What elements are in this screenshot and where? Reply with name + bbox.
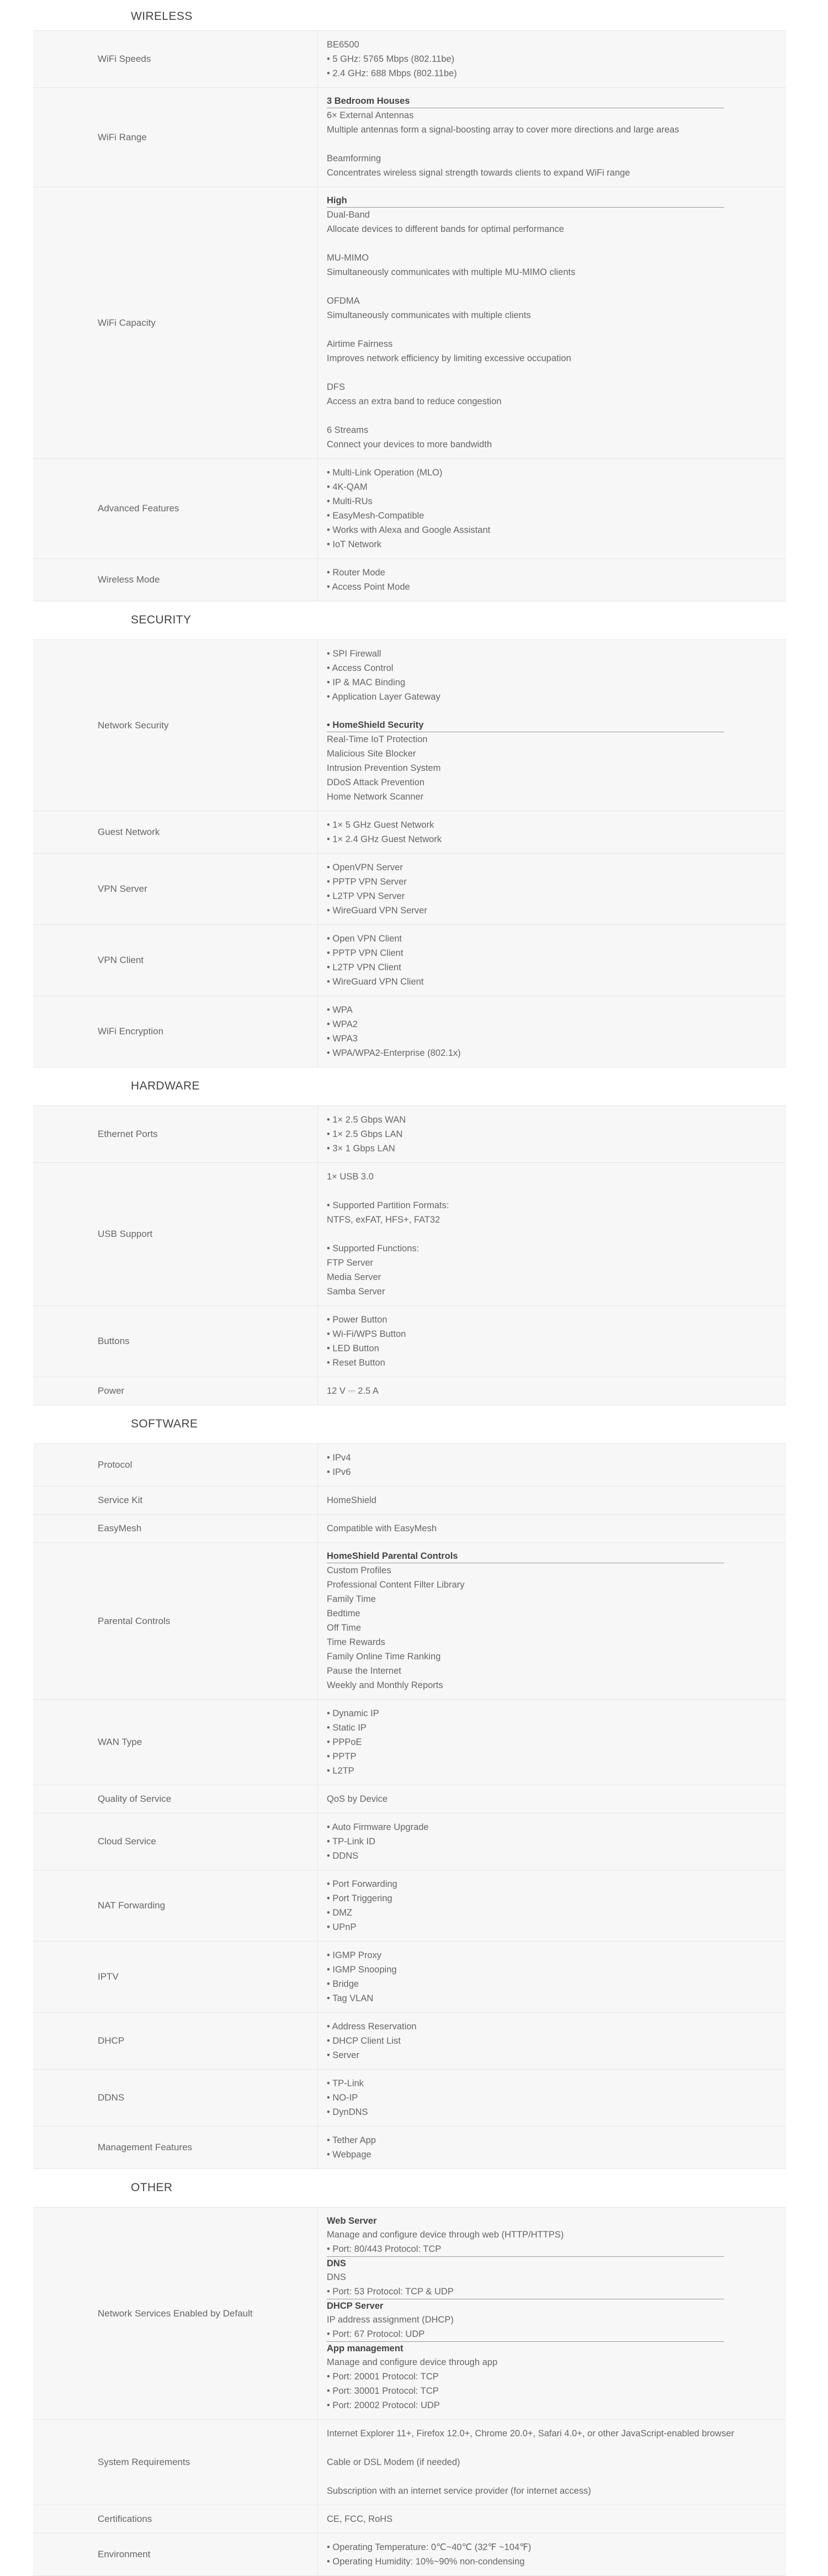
service-title: App management — [327, 2344, 404, 2353]
spec-line: Weekly and Monthly Reports — [327, 1680, 443, 1690]
spec-line: Off Time — [327, 1623, 362, 1633]
spec-row-usb-support — [33, 1163, 786, 1306]
spec-line: QoS by Device — [327, 1794, 388, 1804]
spec-line: • TP-Link ID — [327, 1837, 375, 1847]
spec-label: NAT Forwarding — [33, 1870, 318, 1941]
spec-value — [318, 559, 786, 601]
spec-label: System Requirements — [33, 2420, 318, 2505]
spec-line: Real-Time IoT Protection — [327, 734, 428, 744]
spec-value — [318, 996, 786, 1067]
spec-line: Cable or DSL Modem (if needed) — [327, 2457, 460, 2467]
spec-line: • Multi-RUs — [327, 496, 373, 506]
spec-line: Samba Server — [327, 1287, 385, 1297]
spec-line: 6 Streams — [327, 425, 369, 435]
spec-line: • Multi-Link Operation (MLO) — [327, 468, 443, 478]
spec-row-ethernet-ports — [33, 1106, 786, 1163]
spec-value — [318, 1306, 786, 1377]
spec-line: • 1× 2.5 Gbps WAN — [327, 1115, 406, 1125]
spec-line: Simultaneously communicates with multiple clients — [327, 310, 531, 320]
spec-line: • DHCP Client List — [327, 2036, 401, 2046]
spec-line: Multiple antennas form a signal-boosting array to cover more directions and large areas — [327, 125, 680, 135]
spec-row-wifi-encryption — [33, 996, 786, 1067]
spec-group-title: HomeShield Parental Controls — [327, 1549, 724, 1563]
spec-line: OFDMA — [327, 296, 360, 306]
spec-line: • Dynamic IP — [327, 1708, 379, 1718]
spec-line: MU-MIMO — [327, 253, 369, 263]
spec-label: Management Features — [33, 2127, 318, 2168]
spec-line: • EasyMesh-Compatible — [327, 511, 424, 521]
spec-label: DDNS — [33, 2070, 318, 2126]
spec-line: 1× USB 3.0 — [327, 1172, 374, 1182]
spec-line: Internet Explorer 11+, Firefox 12.0+, Chrome 20.0+, Safari 4.0+, or other JavaScript-enabled browser — [327, 2429, 735, 2439]
spec-line: Professional Content Filter Library — [327, 1580, 465, 1590]
spec-row-management-features — [33, 2127, 786, 2169]
spec-line: Connect your devices to more bandwidth — [327, 440, 492, 449]
spec-row-nat-forwarding — [33, 1870, 786, 1942]
spec-value — [318, 2070, 786, 2126]
spec-line: • IGMP Proxy — [327, 1950, 381, 1960]
spec-line: Bedtime — [327, 1609, 360, 1618]
spec-label: Certifications — [33, 2505, 318, 2533]
spec-label: WiFi Range — [33, 88, 318, 187]
spec-row-quality-of-service — [33, 1785, 786, 1813]
spec-value — [318, 2533, 786, 2575]
spec-line: • Wi-Fi/WPS Button — [327, 1329, 406, 1339]
spec-row-parental-controls — [33, 1543, 786, 1700]
spec-line: • PPTP VPN Client — [327, 948, 404, 958]
section-title-software: SOFTWARE — [33, 1405, 786, 1444]
spec-value — [318, 854, 786, 924]
spec-line: • PPTP — [327, 1752, 357, 1762]
spec-line: • WPA3 — [327, 1034, 358, 1044]
spec-line: • L2TP VPN Client — [327, 962, 401, 972]
spec-label: Power — [33, 1377, 318, 1405]
spec-label: Network Security — [33, 640, 318, 811]
spec-line: DFS — [327, 382, 345, 392]
spec-line: 12 V ⎓ 2.5 A — [327, 1386, 379, 1396]
spec-line: Media Server — [327, 1272, 381, 1282]
spec-value — [318, 459, 786, 558]
spec-line: NTFS, exFAT, HFS+, FAT32 — [327, 1215, 440, 1225]
spec-value — [318, 1487, 786, 1514]
spec-row-guest-network — [33, 811, 786, 854]
spec-line: DNS — [327, 2272, 346, 2282]
spec-line: • Auto Firmware Upgrade — [327, 1822, 429, 1832]
spec-line: Family Time — [327, 1594, 376, 1604]
spec-row-network-security — [33, 640, 786, 811]
spec-row-vpn-client — [33, 925, 786, 996]
blank-line — [327, 322, 786, 337]
spec-line: FTP Server — [327, 1258, 374, 1268]
spec-value — [318, 1444, 786, 1486]
spec-row-wifi-speeds — [33, 31, 786, 88]
spec-value — [318, 1106, 786, 1162]
spec-row-wireless-mode — [33, 559, 786, 601]
spec-line: • IoT Network — [327, 539, 381, 549]
spec-value — [318, 1163, 786, 1305]
spec-line: • NO-IP — [327, 2093, 358, 2103]
spec-line: • 5 GHz: 5765 Mbps (802.11be) — [327, 54, 455, 64]
spec-line: Dual-Band — [327, 210, 370, 220]
spec-row-buttons — [33, 1306, 786, 1377]
spec-value — [318, 1785, 786, 1813]
spec-line: Time Rewards — [327, 1637, 385, 1647]
spec-row-wifi-capacity — [33, 187, 786, 459]
spec-line: • PPPoE — [327, 1737, 362, 1747]
section-title-hardware: HARDWARE — [33, 1067, 786, 1106]
section-title-wireless: WIRELESS — [33, 0, 786, 31]
spec-label: WiFi Speeds — [33, 31, 318, 87]
spec-line: Concentrates wireless signal strength towards clients to expand WiFi range — [327, 168, 630, 178]
spec-line: • Webpage — [327, 2150, 371, 2160]
blank-line — [327, 1227, 786, 1241]
spec-line: • Tether App — [327, 2135, 376, 2145]
blank-line — [327, 279, 786, 294]
spec-line: • Server — [327, 2050, 359, 2060]
spec-value — [318, 2127, 786, 2168]
blank-line — [327, 137, 786, 151]
spec-label: WiFi Encryption — [33, 996, 318, 1067]
spec-line: • 3× 1 Gbps LAN — [327, 1144, 395, 1154]
spec-line: • Access Control — [327, 663, 394, 673]
spec-label: EasyMesh — [33, 1515, 318, 1542]
spec-line: • TP-Link — [327, 2078, 364, 2088]
spec-line: • Access Point Mode — [327, 582, 410, 592]
spec-label: WiFi Capacity — [33, 187, 318, 458]
spec-line: • WPA2 — [327, 1019, 358, 1029]
spec-line: Airtime Fairness — [327, 339, 393, 349]
spec-line: • Operating Temperature: 0℃~40℃ (32℉ ~104℉) — [327, 2542, 532, 2552]
spec-label: Environment — [33, 2533, 318, 2575]
spec-line: • WireGuard VPN Client — [327, 977, 424, 987]
spec-line: • 2.4 GHz: 688 Mbps (802.11be) — [327, 68, 457, 78]
spec-line: • 1× 5 GHz Guest Network — [327, 820, 434, 830]
spec-row-environment — [33, 2533, 786, 2576]
spec-label: WAN Type — [33, 1700, 318, 1785]
spec-line: • UPnP — [327, 1922, 357, 1932]
spec-value — [318, 1515, 786, 1542]
spec-line: • Tag VLAN — [327, 1993, 374, 2003]
spec-line: • WPA — [327, 1005, 353, 1015]
spec-line: • IGMP Snooping — [327, 1965, 397, 1975]
spec-line: Manage and configure device through app — [327, 2357, 498, 2367]
spec-label: Network Services Enabled by Default — [33, 2208, 318, 2419]
spec-line: • DMZ — [327, 1908, 353, 1918]
spec-row-iptv — [33, 1942, 786, 2013]
spec-line: IP address assignment (DHCP) — [327, 2315, 454, 2325]
spec-label: Ethernet Ports — [33, 1106, 318, 1162]
spec-label: VPN Client — [33, 925, 318, 996]
spec-line: • Works with Alexa and Google Assistant — [327, 525, 491, 535]
spec-value — [318, 88, 786, 187]
spec-value — [318, 1870, 786, 1941]
spec-label: Parental Controls — [33, 1543, 318, 1699]
spec-line: Access an extra band to reduce congestion — [327, 396, 502, 406]
spec-line: • IP & MAC Binding — [327, 678, 406, 687]
spec-line: • Port: 20001 Protocol: TCP — [327, 2372, 439, 2382]
spec-line: • 1× 2.4 GHz Guest Network — [327, 834, 442, 844]
spec-line: • L2TP — [327, 1766, 354, 1776]
spec-line: • Router Mode — [327, 568, 385, 578]
spec-label: Service Kit — [33, 1487, 318, 1514]
spec-line: Manage and configure device through web (HTTP/HTTPS) — [327, 2230, 564, 2240]
spec-line: BE6500 — [327, 40, 359, 50]
service-title: DHCP Server — [327, 2301, 384, 2311]
spec-line: • WPA/WPA2-Enterprise (802.1x) — [327, 1048, 461, 1058]
spec-line: • WireGuard VPN Server — [327, 906, 427, 916]
spec-row-easymesh — [33, 1515, 786, 1543]
spec-line: CE, FCC, RoHS — [327, 2514, 393, 2524]
spec-line: Intrusion Prevention System — [327, 763, 441, 773]
spec-line: • Port: 80/443 Protocol: TCP — [327, 2244, 442, 2254]
spec-value — [318, 2013, 786, 2069]
spec-line: • DDNS — [327, 1851, 359, 1861]
spec-row-protocol — [33, 1444, 786, 1487]
spec-line: • Port Forwarding — [327, 1879, 397, 1889]
spec-line: Allocate devices to different bands for optimal performance — [327, 224, 564, 234]
spec-line: Beamforming — [327, 154, 381, 163]
spec-line: • 1× 2.5 Gbps LAN — [327, 1129, 403, 1139]
spec-line: • Address Reservation — [327, 2022, 417, 2032]
spec-label: USB Support — [33, 1163, 318, 1305]
spec-line: Home Network Scanner — [327, 792, 424, 802]
spec-line: • OpenVPN Server — [327, 863, 403, 872]
spec-line: • IPv6 — [327, 1467, 351, 1477]
spec-line: Malicious Site Blocker — [327, 749, 416, 759]
spec-line: • Supported Functions: — [327, 1244, 420, 1253]
service-title: Web Server — [327, 2216, 377, 2226]
spec-line: • SPI Firewall — [327, 649, 381, 659]
spec-row-cloud-service — [33, 1813, 786, 1870]
spec-label: Buttons — [33, 1306, 318, 1377]
spec-line: • Port Triggering — [327, 1893, 392, 1903]
section-title-other: OTHER — [33, 2169, 786, 2208]
blank-line — [327, 409, 786, 423]
spec-line: 6× External Antennas — [327, 110, 414, 120]
spec-value — [318, 1700, 786, 1785]
spec-row-ddns — [33, 2070, 786, 2127]
spec-value — [318, 2208, 786, 2419]
spec-line: HomeShield — [327, 1495, 376, 1505]
spec-line: • Reset Button — [327, 1358, 385, 1368]
spec-value — [318, 640, 786, 811]
spec-group-title: • HomeShield Security — [327, 718, 724, 732]
spec-line: Subscription with an internet service provider (for internet access) — [327, 2486, 591, 2496]
spec-label: VPN Server — [33, 854, 318, 924]
spec-line: Compatible with EasyMesh — [327, 1524, 437, 1533]
blank-line — [327, 1184, 786, 1198]
spec-line: Family Online Time Ranking — [327, 1652, 441, 1662]
spec-line: • DynDNS — [327, 2107, 368, 2117]
blank-line — [327, 2469, 786, 2484]
spec-line: Simultaneously communicates with multiple MU-MIMO clients — [327, 267, 576, 277]
section-title-security: SECURITY — [33, 601, 786, 640]
spec-row-network-services-enabled-by-default — [33, 2208, 786, 2420]
spec-line: • LED Button — [327, 1343, 379, 1353]
spec-line: • Open VPN Client — [327, 934, 402, 944]
spec-row-vpn-server — [33, 854, 786, 925]
spec-label: Guest Network — [33, 811, 318, 853]
spec-row-advanced-features — [33, 459, 786, 559]
spec-row-service-kit — [33, 1487, 786, 1515]
blank-line — [327, 704, 786, 718]
spec-line: DDoS Attack Prevention — [327, 777, 425, 787]
spec-group-title: 3 Bedroom Houses — [327, 94, 724, 108]
spec-line: • Operating Humidity: 10%~90% non-condensing — [327, 2557, 525, 2567]
blank-line — [327, 2441, 786, 2455]
spec-row-power — [33, 1377, 786, 1405]
spec-label: Protocol — [33, 1444, 318, 1486]
blank-line — [327, 236, 786, 251]
spec-line: • Port: 30001 Protocol: TCP — [327, 2386, 439, 2396]
spec-value — [318, 925, 786, 996]
service-title: DNS — [327, 2258, 346, 2268]
spec-line: • Application Layer Gateway — [327, 692, 440, 702]
spec-group-title: High — [327, 194, 724, 208]
spec-row-wifi-range — [33, 88, 786, 187]
spec-row-wan-type — [33, 1700, 786, 1785]
spec-line: • Power Button — [327, 1315, 388, 1325]
spec-row-certifications — [33, 2505, 786, 2533]
spec-value — [318, 1942, 786, 2012]
spec-row-system-requirements — [33, 2420, 786, 2505]
spec-value — [318, 1813, 786, 1870]
spec-line: • Port: 53 Protocol: TCP & UDP — [327, 2287, 454, 2297]
spec-value — [318, 811, 786, 853]
spec-value — [318, 2505, 786, 2533]
spec-label: Wireless Mode — [33, 559, 318, 601]
blank-line — [327, 366, 786, 380]
spec-line: • PPTP VPN Server — [327, 877, 407, 887]
spec-value — [318, 1377, 786, 1405]
spec-value — [318, 2420, 786, 2505]
spec-label: Cloud Service — [33, 1813, 318, 1870]
spec-line: • Supported Partition Formats: — [327, 1200, 449, 1210]
spec-value — [318, 31, 786, 87]
spec-row-dhcp — [33, 2013, 786, 2070]
spec-line: Pause the Internet — [327, 1666, 401, 1676]
spec-label: DHCP — [33, 2013, 318, 2069]
spec-value — [318, 187, 786, 458]
spec-line: • Port: 20002 Protocol: UDP — [327, 2400, 440, 2410]
spec-line: • Bridge — [327, 1979, 359, 1989]
spec-line: • 4K-QAM — [327, 482, 368, 492]
spec-line: • L2TP VPN Server — [327, 891, 405, 901]
spec-value — [318, 1543, 786, 1699]
spec-line: • Port: 67 Protocol: UDP — [327, 2329, 425, 2339]
spec-line: Improves network efficiency by limiting excessive occupation — [327, 353, 571, 363]
spec-label: Advanced Features — [33, 459, 318, 558]
spec-line: • Static IP — [327, 1723, 367, 1733]
spec-line: • IPv4 — [327, 1453, 351, 1463]
spec-line: Custom Profiles — [327, 1565, 391, 1575]
spec-label: Quality of Service — [33, 1785, 318, 1813]
spec-label: IPTV — [33, 1942, 318, 2012]
